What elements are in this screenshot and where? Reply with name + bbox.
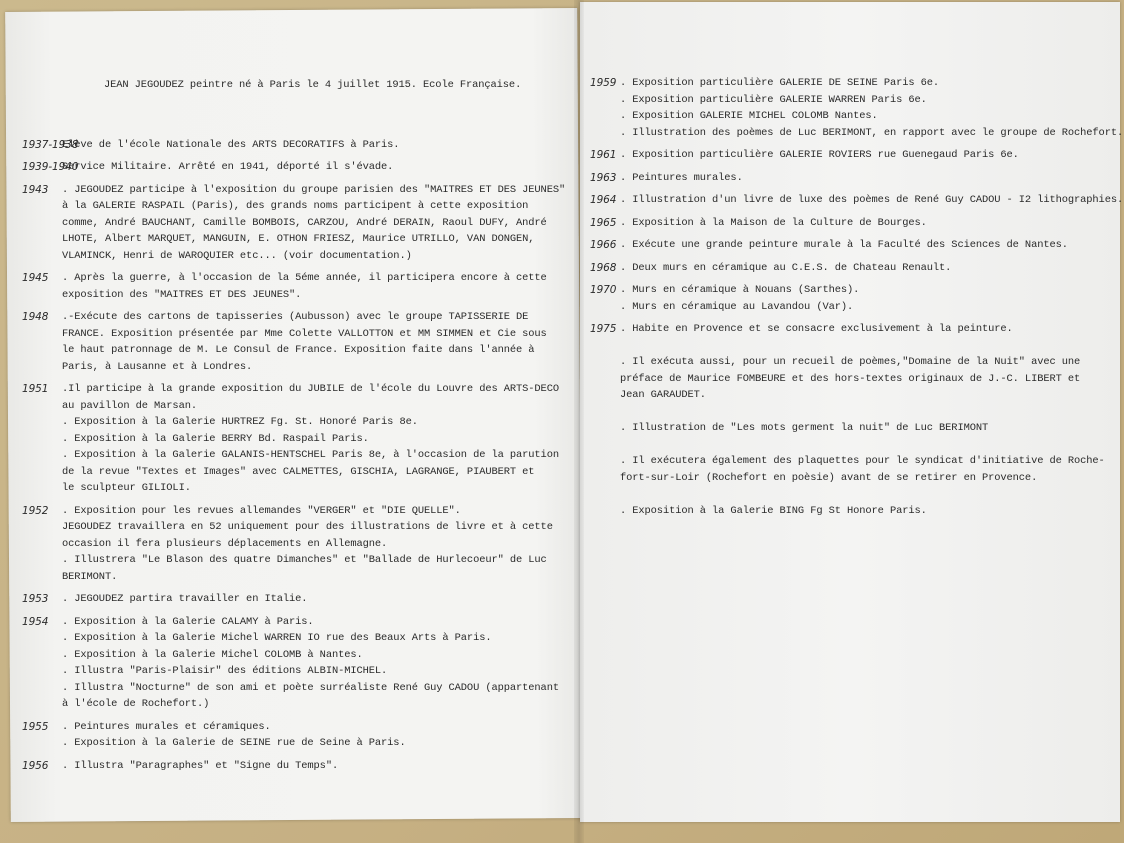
timeline-entry xyxy=(22,381,572,497)
entry-line: . Deux murs en céramique au C.E.S. de Chateau Renault. xyxy=(620,261,952,274)
entry-line: . Exposition à la Galerie CALAMY à Paris. xyxy=(62,615,314,628)
entry-line: BERIMONT. xyxy=(62,570,118,583)
timeline-entry xyxy=(590,260,1110,277)
entry-year: 1968 xyxy=(590,261,617,274)
timeline-entry xyxy=(22,159,572,176)
entry-line: . Illustration d'un livre de luxe des poèmes de René Guy CADOU - I2 lithographies. xyxy=(620,194,1124,206)
entry-year: 1937-1938 xyxy=(22,138,79,151)
entry-line: comme, André BAUCHANT, Camille BOMBOIS, CARZOU, André DERAIN, Raoul DUFY, André xyxy=(62,216,547,229)
entry-line: fort-sur-Loir (Rochefort en poèsie) avant de se retirer en Provence. xyxy=(620,471,1038,484)
entry-line: . Peintures murales. xyxy=(620,171,743,184)
intro-line: JEAN JEGOUDEZ peintre né à Paris le 4 juillet 1915. Ecole Française. xyxy=(104,79,522,91)
entry-line: . Illustration des poèmes de Luc BERIMONT, en rapport avec le groupe de Rochefort. xyxy=(620,126,1124,139)
entry-line: .-Exécute des cartons de tapisseries (Aubusson) avec le groupe TAPISSERIE DE xyxy=(62,311,529,323)
timeline-entry xyxy=(22,614,572,713)
entry-line: . Illustra "Paris-Plaisir" des éditions ALBIN-MICHEL. xyxy=(62,665,388,677)
timeline-entry xyxy=(22,591,572,608)
entry-year: 1945 xyxy=(22,272,49,284)
timeline-entry xyxy=(590,192,1124,209)
entry-line: LHOTE, Albert MARQUET, MANGUIN, E. OTHON FRIESZ, Maurice UTRILLO, VAN DONGEN, xyxy=(62,233,535,245)
entry-line: . Exposition à la Galerie de SEINE rue de Seine à Paris. xyxy=(62,737,406,749)
entry-line: à la GALERIE RASPAIL (Paris), des grands noms participent à cette exposition xyxy=(62,200,529,212)
entry-line: préface de Maurice FOMBEURE et des hors-textes originaux de J.-C. LIBERT et xyxy=(620,372,1081,385)
entry-line: . Après la guerre, à l'occasion de la 5éme année, il participera encore à cette xyxy=(62,272,547,284)
timeline-entry xyxy=(22,182,572,265)
timeline-entry xyxy=(590,237,1110,254)
entry-line: Jean GARAUDET. xyxy=(620,389,706,401)
entry-year: 1966 xyxy=(590,239,617,251)
entry-line: . Exposition à la Galerie Michel COLOMB à Nantes. xyxy=(62,648,363,661)
entry-year: 1953 xyxy=(22,593,49,605)
entry-line: FRANCE. Exposition présentée par Mme Colette VALLOTTON et MM SIMMEN et Cie sous xyxy=(62,327,547,340)
entry-line: . Exposition à la Galerie BERRY Bd. Raspail Paris. xyxy=(62,432,369,445)
entry-line: . Murs en céramique à Nouans (Sarthes). xyxy=(620,284,860,296)
timeline-entry xyxy=(590,147,1110,164)
entry-year: 1939-1940 xyxy=(22,161,79,173)
entry-year: 1948 xyxy=(22,311,49,323)
entry-line: . Murs en céramique au Lavandou (Var). xyxy=(620,300,854,313)
entry-year: 1961 xyxy=(590,149,617,161)
entry-year: 1954 xyxy=(22,615,49,628)
entry-line: Elève de l'école Nationale des ARTS DECORATIFS à Paris. xyxy=(62,138,400,151)
entry-year: 1965 xyxy=(590,216,617,229)
entry-line: au pavillon de Marsan. xyxy=(62,399,197,412)
entry-line: Paris, à Lausanne et à Londres. xyxy=(62,360,253,373)
entry-line: . Exécute une grande peinture murale à la Faculté des Sciences de Nantes. xyxy=(620,239,1068,251)
page-fold xyxy=(574,0,584,843)
timeline-entry xyxy=(590,170,1110,187)
timeline-entry xyxy=(22,503,572,586)
timeline-entry xyxy=(22,270,572,303)
entry-line: de la revue "Textes et Images" avec CALMETTES, GISCHIA, LAGRANGE, PIAUBERT et xyxy=(62,465,535,478)
entry-line: . Illustration de "Les mots germent la nuit" de Luc BERIMONT xyxy=(620,422,989,434)
left-column xyxy=(22,44,572,797)
entry-line: . Exposition particulière GALERIE ROVIERS rue Guenegaud Paris 6e. xyxy=(620,149,1019,161)
entry-line: . Peintures murales et céramiques. xyxy=(62,720,271,733)
entry-line: Service Militaire. Arrêté en 1941, déporté il s'évade. xyxy=(62,161,394,173)
timeline-entry xyxy=(590,282,1110,315)
entry-line: . Il exécuta aussi, pour un recueil de poèmes,"Domaine de la Nuit" avec une xyxy=(620,356,1081,368)
timeline-entry xyxy=(22,309,572,375)
entry-year: 1959 xyxy=(590,77,617,89)
entry-line: . Exposition à la Galerie Michel WARREN IO rue des Beaux Arts à Paris. xyxy=(62,632,492,644)
entry-line: . Exposition pour les revues allemandes "VERGER" et "DIE QUELLE". xyxy=(62,504,461,517)
timeline-entry xyxy=(590,321,1110,519)
entry-line: le sculpteur GILIOLI. xyxy=(62,482,191,494)
entry-line xyxy=(620,437,1110,454)
entry-year: 1952 xyxy=(22,504,49,517)
entry-line: . Exposition particulière GALERIE DE SEINE Paris 6e. xyxy=(620,77,940,89)
timeline-entry xyxy=(22,758,572,775)
entry-year: 1955 xyxy=(22,720,49,733)
entry-line: . Exposition GALERIE MICHEL COLOMB Nantes. xyxy=(620,110,878,122)
entry-line: occasion il fera plusieurs déplacements en Allemagne. xyxy=(62,537,388,550)
entry-line: . Exposition à la Maison de la Culture de Bourges. xyxy=(620,216,927,229)
entry-line: .Il participe à la grande exposition du JUBILE de l'école du Louvre des ARTS-DECO xyxy=(62,383,559,395)
entry-line: . Illustrera "Le Blason des quatre Dimanches" et "Ballade de Hurlecoeur" de Luc xyxy=(62,554,547,566)
right-column xyxy=(590,42,1124,542)
entry-line: . Illustra "Nocturne" de son ami et poète surréaliste René Guy CADOU (appartenant xyxy=(62,681,559,694)
timeline-entry xyxy=(22,719,572,752)
entry-line: . Exposition à la Galerie GALANIS-HENTSCHEL Paris 8e, à l'occasion de la parution xyxy=(62,449,559,461)
entry-line: exposition des "MAITRES ET DES JEUNES". xyxy=(62,288,302,301)
right-entries xyxy=(590,75,1124,519)
entry-line xyxy=(620,404,1110,421)
entry-line xyxy=(620,486,1110,503)
entry-line: . JEGOUDEZ partira travailler en Italie. xyxy=(62,593,308,605)
entry-year: 1956 xyxy=(22,759,49,772)
entry-line: . Exposition particulière GALERIE WARREN Paris 6e. xyxy=(620,93,927,106)
entry-year: 1963 xyxy=(590,171,617,184)
entry-line: . Habite en Provence et se consacre exclusivement à la peinture. xyxy=(620,323,1013,335)
entry-year: 1943 xyxy=(22,183,49,196)
timeline-entry xyxy=(590,215,1110,232)
entry-line: . Il exécutera également des plaquettes pour le syndicat d'initiative de Roche- xyxy=(620,455,1105,467)
entry-year: 1970 xyxy=(590,284,617,296)
entry-line: VLAMINCK, Henri de WAROQUIER etc... (voir documentation.) xyxy=(62,249,412,262)
entry-line: . Illustra "Paragraphes" et "Signe du Temps". xyxy=(62,759,339,772)
entry-line: à l'école de Rochefort.) xyxy=(62,698,210,710)
left-entries xyxy=(22,137,572,775)
timeline-entry xyxy=(590,75,1124,141)
entry-line: le haut patronnage de M. Le Consul de France. Exposition faite dans l'année à xyxy=(62,344,535,356)
timeline-entry xyxy=(22,137,572,154)
entry-year: 1951 xyxy=(22,383,49,395)
entry-year: 1964 xyxy=(590,194,617,206)
entry-year: 1975 xyxy=(590,323,617,335)
entry-line: . JEGOUDEZ participe à l'exposition du groupe parisien des "MAITRES ET DES JEUNES" xyxy=(62,183,566,196)
entry-line xyxy=(620,338,1110,355)
entry-line: . Exposition à la Galerie HURTREZ Fg. St. Honoré Paris 8e. xyxy=(62,416,418,428)
entry-line: . Exposition à la Galerie BING Fg St Honore Paris. xyxy=(620,504,927,517)
entry-line: JEGOUDEZ travaillera en 52 uniquement pour des illustrations de livre et à cette xyxy=(62,521,553,533)
